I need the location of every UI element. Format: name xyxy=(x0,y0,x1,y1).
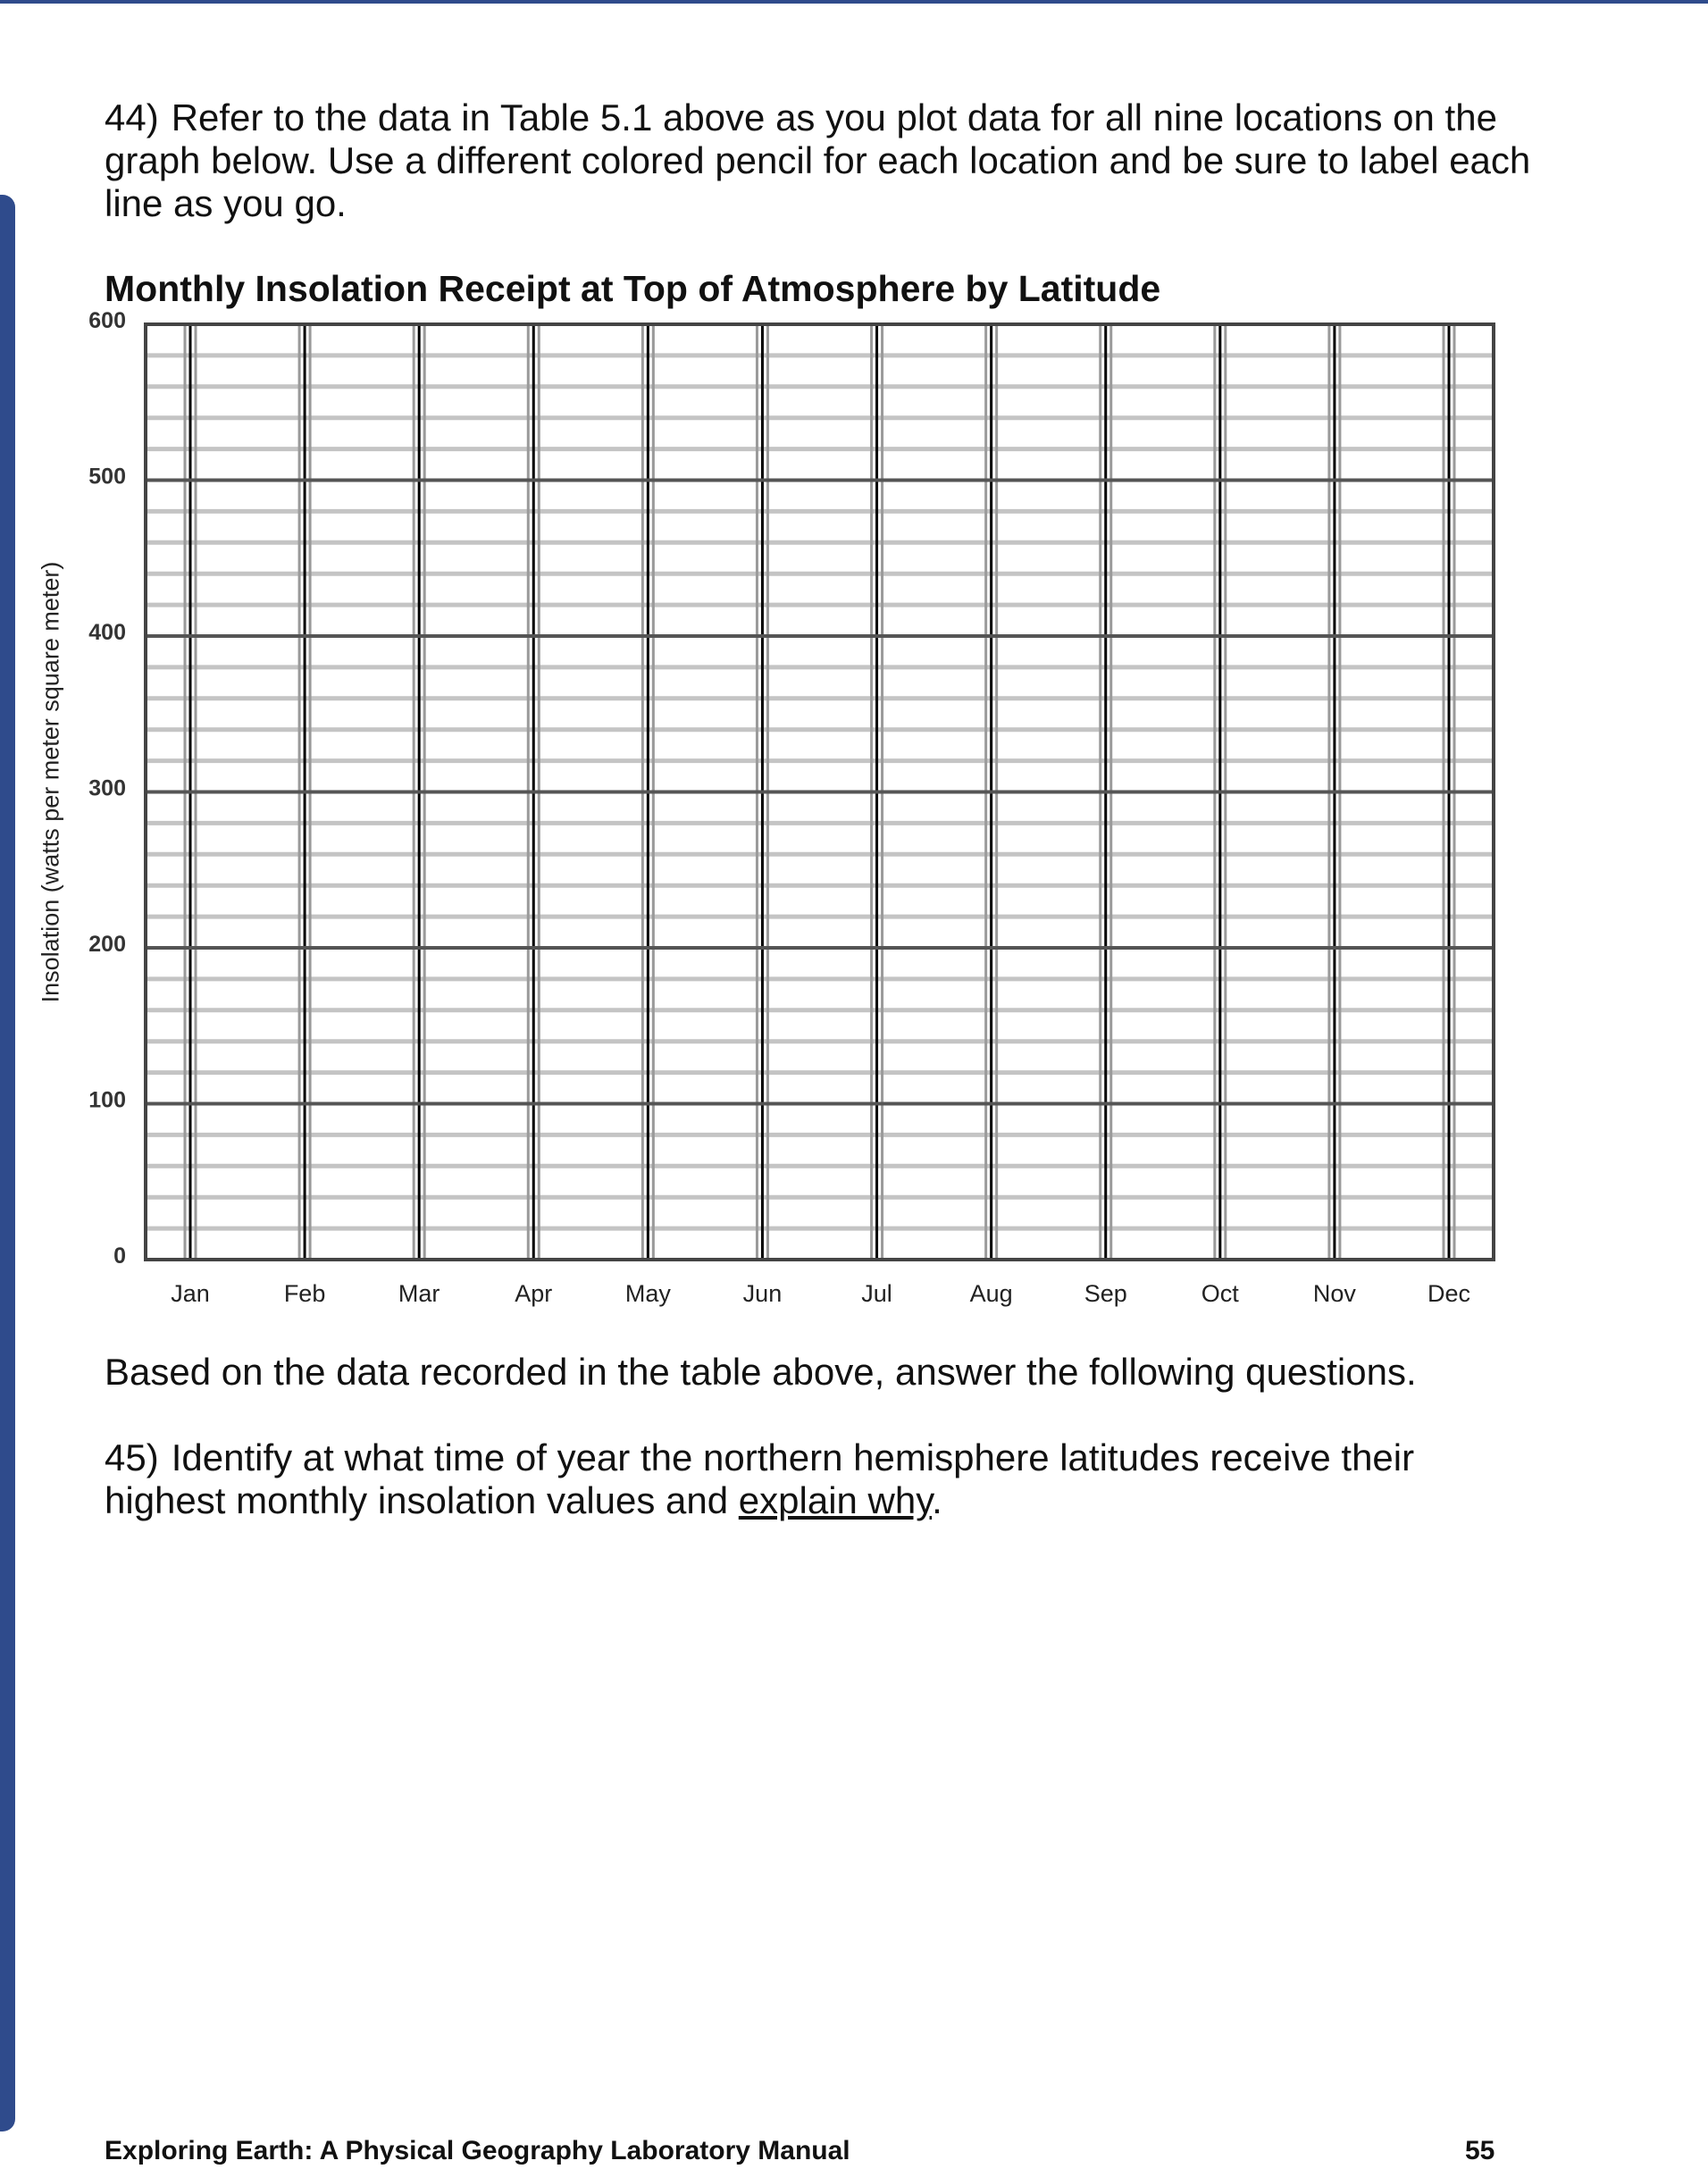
y-tick-label-0: 0 xyxy=(113,1244,126,1269)
x-tick-label-jun: Jun xyxy=(742,1280,783,1307)
y-tick-label-600: 600 xyxy=(88,308,126,333)
x-tick-label-nov: Nov xyxy=(1312,1280,1356,1307)
x-tick-label-apr: Apr xyxy=(515,1280,553,1307)
question-45-text-end: . xyxy=(932,1479,942,1521)
x-tick-label-jul: Jul xyxy=(861,1280,892,1307)
x-tick-label-jan: Jan xyxy=(171,1280,210,1307)
question-45-number: 45) xyxy=(105,1436,159,1478)
x-tick-label-mar: Mar xyxy=(398,1280,440,1307)
y-tick-label-100: 100 xyxy=(88,1087,126,1113)
y-tick-label-200: 200 xyxy=(88,932,126,957)
footer-manual-title: Exploring Earth: A Physical Geography Laboratory Manual xyxy=(105,2136,850,2165)
page-number: 55 xyxy=(1465,2136,1495,2165)
question-44-number: 44) xyxy=(105,96,159,138)
question-45-text: Identify at what time of year the northern hemisphere latitudes receive their highest monthly insolation values and xyxy=(105,1436,1415,1521)
y-tick-label-300: 300 xyxy=(88,775,126,801)
x-tick-label-sep: Sep xyxy=(1084,1280,1127,1307)
y-tick-label-400: 400 xyxy=(88,620,126,645)
x-tick-label-aug: Aug xyxy=(969,1280,1013,1307)
x-tick-label-dec: Dec xyxy=(1427,1280,1471,1307)
question-44-text: Refer to the data in Table 5.1 above as you plot data for all nine locations on the graph below. Use a different colored pencil for each location and be sure to label each line as you go. xyxy=(105,96,1531,224)
question-45-underlined: explain why xyxy=(738,1479,933,1521)
based-on-data-text: Based on the data recorded in the table above, answer the following questions. xyxy=(105,1351,1417,1393)
y-axis-title: Insolation (watts per meter square meter) xyxy=(37,561,64,1003)
y-tick-label-500: 500 xyxy=(88,464,126,490)
question-45 xyxy=(105,1436,1534,1522)
x-tick-label-feb: Feb xyxy=(283,1280,326,1307)
chart-title: Monthly Insolation Receipt at Top of Atmosphere by Latitude xyxy=(105,268,1161,309)
x-tick-label-oct: Oct xyxy=(1201,1280,1239,1307)
x-tick-label-may: May xyxy=(624,1280,671,1307)
